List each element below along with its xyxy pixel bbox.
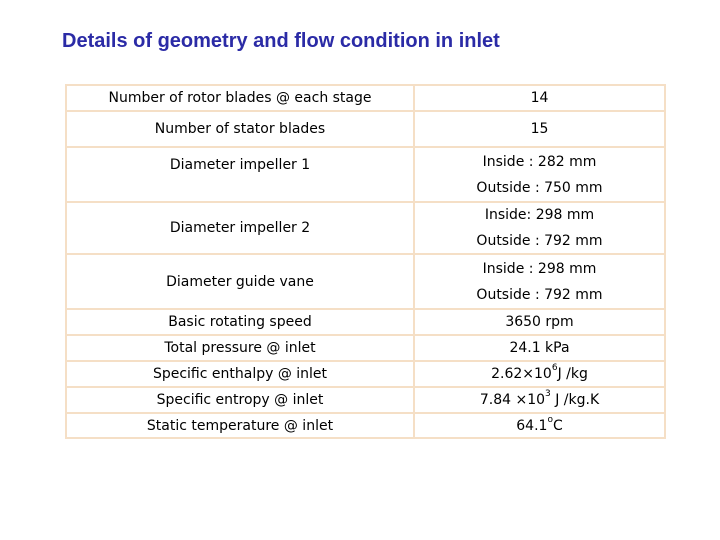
table-cell-value bbox=[415, 388, 664, 412]
table-cell-parameter bbox=[67, 362, 413, 386]
table-cell-parameter bbox=[67, 310, 413, 334]
table-cell-value bbox=[415, 362, 664, 386]
cell-text bbox=[491, 363, 588, 382]
cell-text: Outside : 750 mm bbox=[476, 179, 603, 196]
cell-text: Specific enthalpy @ inlet bbox=[152, 366, 328, 382]
cell-text: Total pressure @ inlet bbox=[164, 340, 316, 356]
table-cell-parameter bbox=[67, 388, 413, 412]
cell-text: 24.1 kPa bbox=[509, 340, 570, 356]
cell-text bbox=[516, 414, 563, 434]
cell-text: Number of rotor blades @ each stage bbox=[108, 90, 372, 106]
table-cell-parameter bbox=[67, 148, 413, 201]
table-cell-value bbox=[415, 148, 664, 201]
cell-text: Diameter impeller 1 bbox=[169, 157, 311, 173]
exponent: 6 bbox=[551, 363, 558, 374]
cell-text: Outside : 792 mm bbox=[476, 286, 603, 303]
table-cell-value bbox=[415, 203, 664, 253]
cell-text: Diameter impeller 2 bbox=[169, 220, 311, 236]
cell-text: Inside: 298 mm bbox=[484, 207, 595, 223]
table-cell-value bbox=[415, 414, 664, 437]
cell-text: 15 bbox=[530, 121, 549, 137]
data-table bbox=[65, 84, 666, 439]
cell-text: Number of stator blades bbox=[154, 121, 326, 137]
cell-text: Outside : 792 mm bbox=[476, 233, 603, 249]
value-text: 64.1 bbox=[516, 417, 548, 434]
table-cell-parameter bbox=[67, 414, 413, 437]
cell-text bbox=[479, 389, 600, 408]
unit-text: J /kg.K bbox=[550, 392, 600, 408]
page-title: Details of geometry and flow condition in inlet bbox=[62, 30, 500, 52]
unit-text: C bbox=[552, 417, 563, 434]
cell-text: Inside : 282 mm bbox=[482, 153, 597, 170]
value-text: 2.62×10 bbox=[491, 366, 552, 382]
exponent: 3 bbox=[545, 389, 551, 400]
table-cell-value bbox=[415, 310, 664, 334]
table-cell-parameter bbox=[67, 112, 413, 146]
degree-mark: o bbox=[547, 414, 553, 425]
table-cell-value bbox=[415, 336, 664, 360]
cell-text: Static temperature @ inlet bbox=[146, 417, 334, 434]
unit-text: J /kg bbox=[557, 366, 588, 382]
cell-text: 14 bbox=[530, 90, 549, 106]
table-cell-parameter bbox=[67, 255, 413, 308]
value-text: 7.84 ×10 bbox=[479, 392, 546, 408]
cell-text: Diameter guide vane bbox=[166, 273, 314, 290]
table-cell-parameter bbox=[67, 86, 413, 110]
table-cell-value bbox=[415, 255, 664, 308]
table-cell-value bbox=[415, 112, 664, 146]
table-cell-value bbox=[415, 86, 664, 110]
cell-text: Specific entropy @ inlet bbox=[156, 392, 324, 408]
cell-text: 3650 rpm bbox=[505, 314, 574, 330]
cell-text: Basic rotating speed bbox=[168, 314, 312, 330]
table-cell-parameter bbox=[67, 336, 413, 360]
cell-text: Inside : 298 mm bbox=[482, 260, 597, 277]
table-cell-parameter bbox=[67, 203, 413, 253]
